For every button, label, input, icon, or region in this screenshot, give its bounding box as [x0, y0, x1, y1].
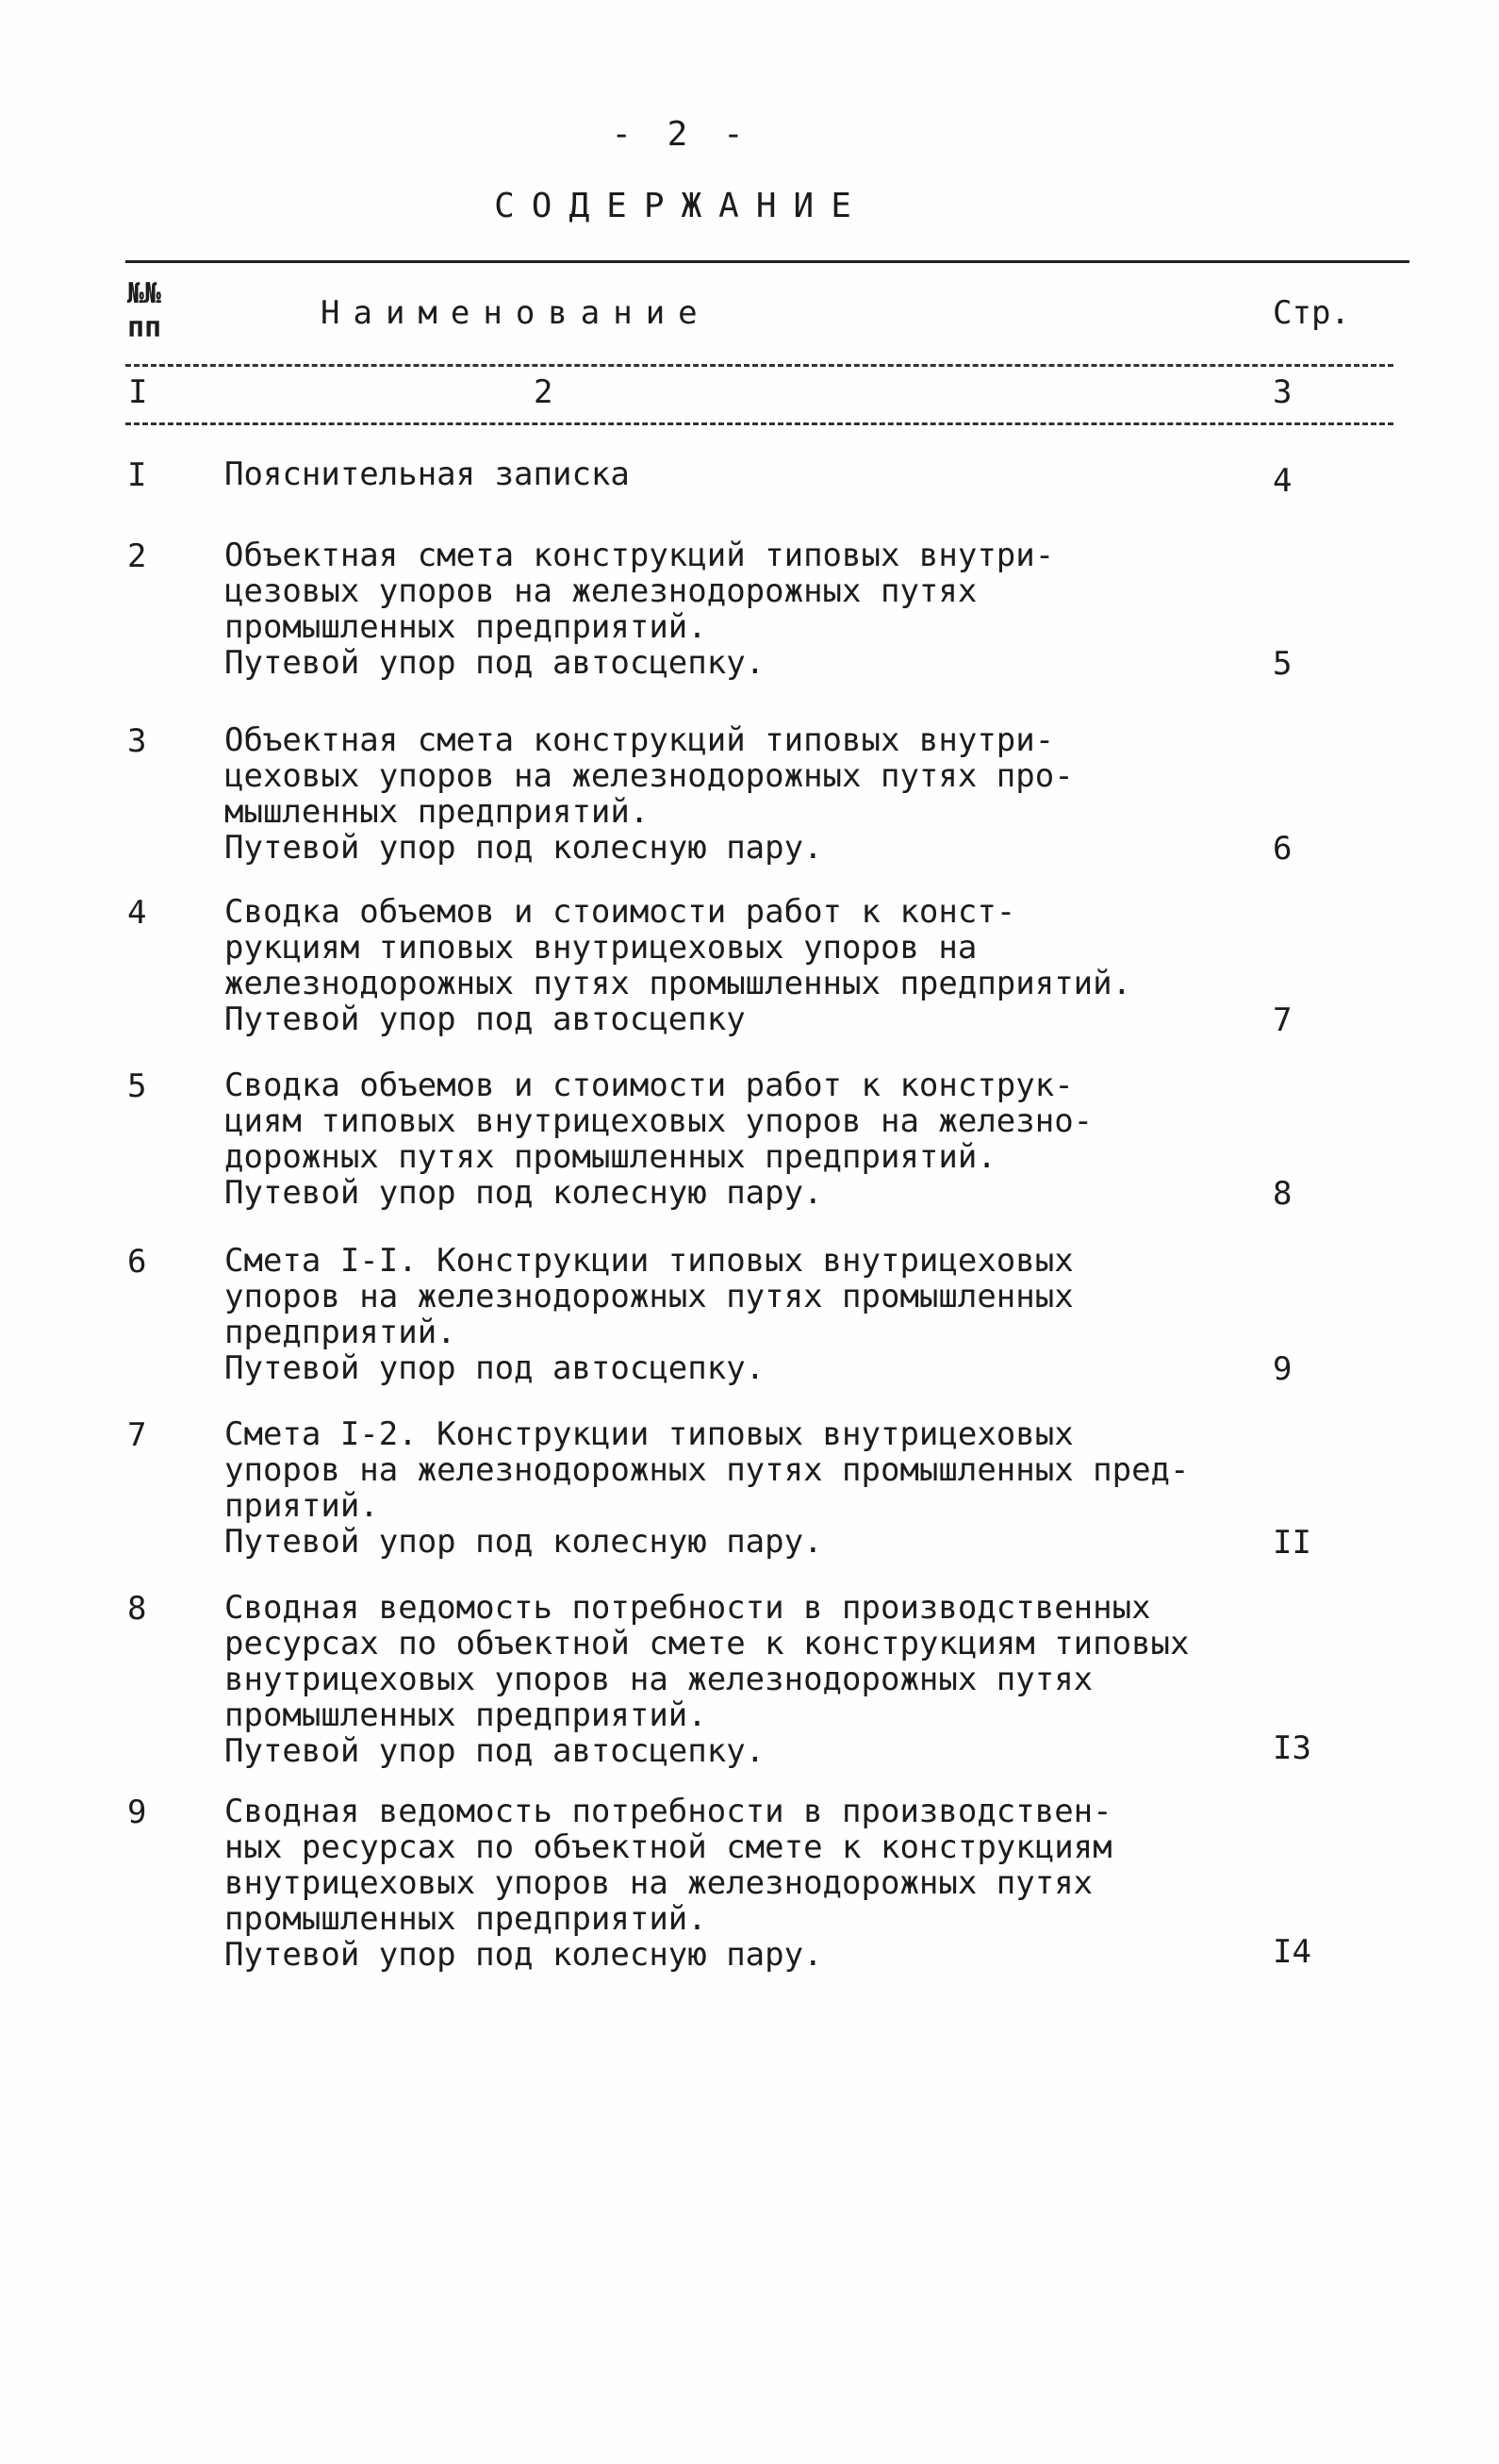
entry-number: 6 [127, 1243, 147, 1281]
entry-number: 4 [127, 894, 147, 932]
entry-title: Объектная смета конструкций типовых внутри- цезовых упоров на железнодорожных путях промышленных предприятий. Путевой упор под автосцепку. [224, 537, 1055, 682]
header-name-column: Наименование [321, 294, 711, 332]
entry-page: 8 [1273, 1175, 1293, 1213]
header-number-column: №№ пп [127, 277, 162, 344]
entry-page: II [1273, 1524, 1311, 1562]
entry-page: 4 [1273, 462, 1293, 500]
entry-title: Объектная смета конструкций типовых внутри- цеховых упоров на железнодорожных путях про- мышленных предприятий. Путевой упор под колесную пару. [224, 721, 1074, 867]
entry-title: Пояснительная записка [224, 455, 630, 493]
entry-title: Сводка объемов и стоимости работ к конструк- циям типовых внутрицеховых упоров на железно- дорожных путях промышленных предприятий. Путевой упор под колесную пару. [224, 1067, 1094, 1212]
entry-number: 8 [127, 1590, 147, 1628]
entry-number: 2 [127, 537, 147, 575]
header-dashed-rule [125, 364, 1393, 367]
entry-title: Смета I-2. Конструкции типовых внутрицеховых упоров на железнодорожных путях промышленных пред- приятий. Путевой упор под колесную пару. [224, 1415, 1190, 1561]
entry-page: 6 [1273, 830, 1293, 868]
column-numbers-dashed-rule [125, 422, 1393, 425]
table-top-rule [125, 260, 1409, 263]
column-number-3: 3 [1273, 373, 1293, 411]
entry-number: 3 [127, 722, 147, 760]
page-number: - 2 - [611, 115, 751, 154]
column-number-2: 2 [534, 373, 553, 411]
entry-page: I3 [1273, 1729, 1311, 1767]
entry-number: 5 [127, 1067, 147, 1105]
header-page-column: Стр. [1273, 294, 1350, 332]
document-title: СОДЕРЖАНИЕ [494, 187, 868, 225]
entry-page: 9 [1273, 1350, 1293, 1388]
column-number-1: I [128, 373, 148, 411]
entry-title: Сводка объемов и стоимости работ к конст- рукциям типовых внутрицеховых упоров на железнодорожных путях промышленных предприятий. Путевой упор под автосцепку [224, 893, 1132, 1038]
entry-number: 9 [127, 1794, 147, 1831]
entry-page: I4 [1273, 1933, 1311, 1971]
entry-title: Сводная ведомость потребности в производствен- ных ресурсах по объектной смете к конструкциям внутрицеховых упоров на железнодорожных путях промышленных предприятий. Путевой упор под колесную пару. [224, 1793, 1112, 1974]
entry-title: Смета I-I. Конструкции типовых внутрицеховых упоров на железнодорожных путях промышленных предприятий. Путевой упор под автосцепку. [224, 1242, 1074, 1387]
entry-page: 5 [1273, 645, 1293, 683]
entry-page: 7 [1273, 1001, 1293, 1039]
entry-title: Сводная ведомость потребности в производственных ресурсах по объектной смете к конструкциям типовых внутрицеховых упоров на железнодорожных путях промышленных предприятий. Путевой упор под автосцепку. [224, 1589, 1190, 1770]
entry-number: I [127, 456, 147, 494]
entry-number: 7 [127, 1416, 147, 1454]
